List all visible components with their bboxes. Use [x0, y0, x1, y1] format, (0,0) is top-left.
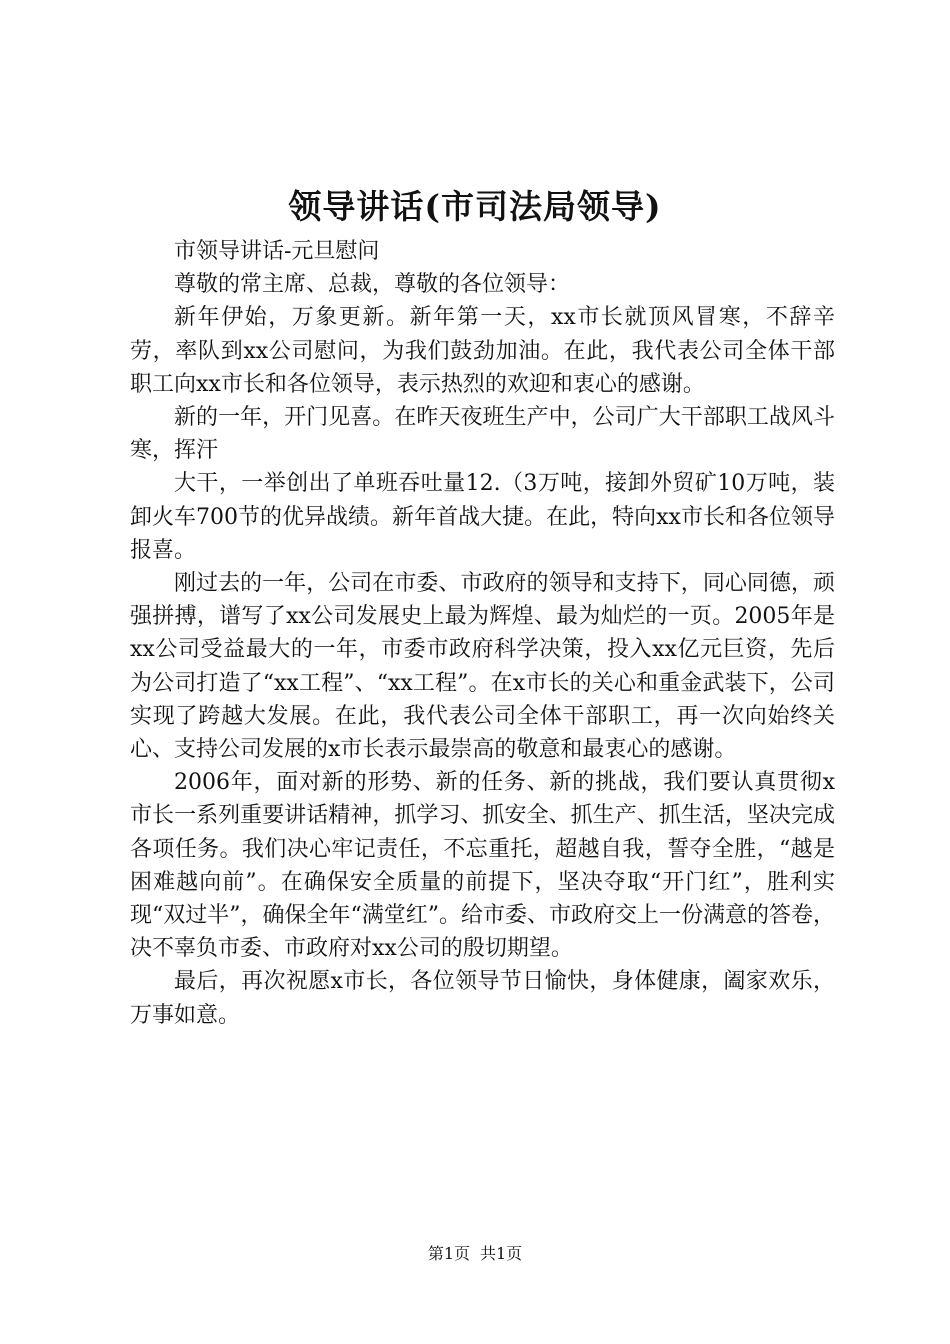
- page-number: 第1页: [427, 1244, 470, 1263]
- body-paragraph: 大干，一举创出了单班吞吐量12.（3万吨，接卸外贸矿10万吨，装卸火车700节的优异战绩。新年首战大捷。在此，特向xx市长和各位领导报喜。: [130, 471, 835, 563]
- body-paragraph: 2006年，面对新的形势、新的任务、新的挑战，我们要认真贯彻x市长一系列重要讲话精神，抓学习、抓安全、抓生产、抓生活，坚决完成各项任务。我们决心牢记责任，不忘重托，超越自我，誓夺全胜，“越是困难越向前”。在确保安全质量的前提下，坚决夺取“开门红”，胜利实现“双过半”，确保全年“满堂红”。给市委、市政府交上一份满意的答卷，决不辜负市委、市政府对xx公司的殷切期望。: [130, 770, 835, 962]
- body-paragraph: 刚过去的一年，公司在市委、市政府的领导和支持下，同心同德，顽强拼搏，谱写了xx公司发展史上最为辉煌、最为灿烂的一页。2005年是xx公司受益最大的一年，市委市政府科学决策，投入xx亿元巨资，先后为公司打造了“xx工程”、“xx工程”。在x市长的关心和重金武装下，公司实现了跨越大发展。在此，我代表公司全体干部职工，再一次向始终关心、支持公司发展的x市长表示最崇高的敬意和最衷心的感谢。: [130, 571, 835, 763]
- subtitle-paragraph: 市领导讲话-元旦慰问: [174, 239, 380, 264]
- body-paragraph: 新的一年，开门见喜。在昨天夜班生产中，公司广大干部职工战风斗寒，挥汗: [130, 405, 835, 464]
- closing-paragraph: 最后，再次祝愿x市长，各位领导节日愉快，身体健康，阖家欢乐，万事如意。: [130, 969, 835, 1028]
- document-title: 领导讲话(市司法局领导): [288, 187, 662, 226]
- body-paragraph: 新年伊始，万象更新。新年第一天，xx市长就顶风冒寒，不辞辛劳，率队到xx公司慰问，为我们鼓劲加油。在此，我代表公司全体干部职工向xx市长和各位领导，表示热烈的欢迎和衷心的感谢。: [130, 305, 835, 397]
- page-total: 共1页: [480, 1244, 523, 1263]
- salutation-paragraph: 尊敬的常主席、总裁，尊敬的各位领导：: [174, 272, 571, 298]
- page-footer: [0, 1243, 950, 1265]
- document-body: [130, 235, 835, 1032]
